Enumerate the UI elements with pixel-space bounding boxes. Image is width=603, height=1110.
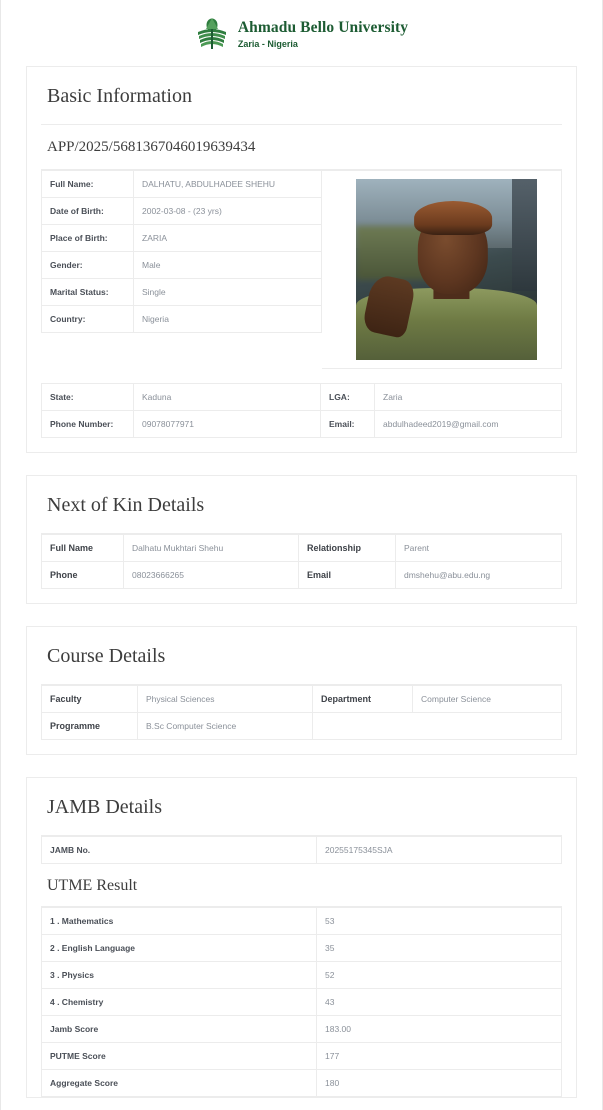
lga-label: LGA:: [321, 384, 375, 411]
table-row: [42, 908, 562, 935]
gender-value: Male: [134, 252, 322, 279]
dob-label: Date of Birth:: [42, 198, 134, 225]
kin-full-name-label: Full Name: [42, 535, 124, 562]
kin-phone-value: 08023666265: [124, 562, 299, 589]
place-of-birth-label: Place of Birth:: [42, 225, 134, 252]
kin-email-value: dmshehu@abu.edu.ng: [396, 562, 562, 589]
applicant-passport-photo: [356, 179, 537, 360]
subject-1-score: 53: [317, 908, 562, 935]
country-label: Country:: [42, 306, 134, 333]
marital-status-label: Marital Status:: [42, 279, 134, 306]
table-row: [42, 171, 322, 198]
aggregate-score-value: 180: [317, 1070, 562, 1097]
kin-phone-label: Phone: [42, 562, 124, 589]
next-of-kin-card: [26, 475, 577, 604]
university-location: Zaria - Nigeria: [237, 38, 298, 49]
jamb-no-value: 20255175345SJA: [317, 837, 562, 864]
table-row: [42, 225, 322, 252]
full-name-value: DALHATU, ABDULHADEE SHEHU: [134, 171, 322, 198]
table-row: [42, 713, 562, 740]
jamb-details-card: [26, 777, 577, 1098]
table-row: [42, 306, 322, 333]
table-row: [42, 989, 562, 1016]
contact-table: [41, 383, 562, 438]
table-row: [42, 562, 562, 589]
application-number: APP/2025/5681367046019639434: [41, 125, 562, 170]
table-row: [42, 535, 562, 562]
utme-result-body: [27, 907, 576, 1097]
university-crest-icon: [195, 16, 229, 52]
phone-value: 09078077971: [134, 411, 321, 438]
department-label: Department: [313, 686, 413, 713]
subject-2-label: 2 . English Language: [42, 935, 317, 962]
next-of-kin-body: [27, 534, 576, 603]
gender-label: Gender:: [42, 252, 134, 279]
course-details-body: [27, 685, 576, 754]
basic-information-title: Basic Information: [41, 67, 562, 125]
table-row: [42, 686, 562, 713]
programme-empty-cell: [313, 713, 562, 740]
jamb-score-value: 183.00: [317, 1016, 562, 1043]
basic-information-fields: [41, 170, 322, 369]
utme-result-title: UTME Result: [41, 864, 562, 907]
kin-relationship-label: Relationship: [299, 535, 396, 562]
kin-full-name-value: Dalhatu Mukhtari Shehu: [124, 535, 299, 562]
table-row: [42, 384, 562, 411]
table-row: [42, 962, 562, 989]
subject-3-label: 3 . Physics: [42, 962, 317, 989]
dob-value: 2002-03-08 - (23 yrs): [134, 198, 322, 225]
course-details-title: Course Details: [41, 627, 562, 685]
jamb-score-label: Jamb Score: [42, 1016, 317, 1043]
course-details-table: [41, 685, 562, 740]
course-details-card: [26, 626, 577, 755]
jamb-details-title: JAMB Details: [41, 778, 562, 836]
basic-information-contact: [27, 383, 576, 452]
faculty-value: Physical Sciences: [138, 686, 313, 713]
applicant-photo-cell: [322, 170, 562, 369]
subject-2-score: 35: [317, 935, 562, 962]
table-row: [42, 837, 562, 864]
next-of-kin-table: [41, 534, 562, 589]
table-row: [42, 1043, 562, 1070]
table-row: [42, 279, 322, 306]
place-of-birth-value: ZARIA: [134, 225, 322, 252]
basic-information-body: [27, 170, 576, 383]
aggregate-score-label: Aggregate Score: [42, 1070, 317, 1097]
subject-4-score: 43: [317, 989, 562, 1016]
subject-1-label: 1 . Mathematics: [42, 908, 317, 935]
state-value: Kaduna: [134, 384, 321, 411]
table-row: [42, 1016, 562, 1043]
university-title-block: [238, 19, 408, 49]
faculty-label: Faculty: [42, 686, 138, 713]
marital-status-value: Single: [134, 279, 322, 306]
table-row: [42, 1070, 562, 1097]
basic-information-table: [41, 170, 322, 333]
university-header: [1, 0, 602, 66]
subject-3-score: 52: [317, 962, 562, 989]
phone-label: Phone Number:: [42, 411, 134, 438]
jamb-number-table: [41, 836, 562, 864]
email-label: Email:: [321, 411, 375, 438]
university-name: Ahmadu Bello University: [237, 18, 409, 36]
programme-value: B.Sc Computer Science: [138, 713, 313, 740]
department-value: Computer Science: [413, 686, 562, 713]
jamb-no-body: [27, 836, 576, 864]
lga-value: Zaria: [375, 384, 562, 411]
next-of-kin-title: Next of Kin Details: [41, 476, 562, 534]
table-row: [42, 198, 322, 225]
table-row: [42, 252, 322, 279]
putme-score-label: PUTME Score: [42, 1043, 317, 1070]
kin-email-label: Email: [299, 562, 396, 589]
email-value: abdulhadeed2019@gmail.com: [375, 411, 562, 438]
basic-information-card: [26, 66, 577, 453]
putme-score-value: 177: [317, 1043, 562, 1070]
table-row: [42, 411, 562, 438]
kin-relationship-value: Parent: [396, 535, 562, 562]
table-row: [42, 935, 562, 962]
jamb-no-label: JAMB No.: [42, 837, 317, 864]
country-value: Nigeria: [134, 306, 322, 333]
programme-label: Programme: [42, 713, 138, 740]
utme-result-table: [41, 907, 562, 1097]
state-label: State:: [42, 384, 134, 411]
subject-4-label: 4 . Chemistry: [42, 989, 317, 1016]
full-name-label: Full Name:: [42, 171, 134, 198]
